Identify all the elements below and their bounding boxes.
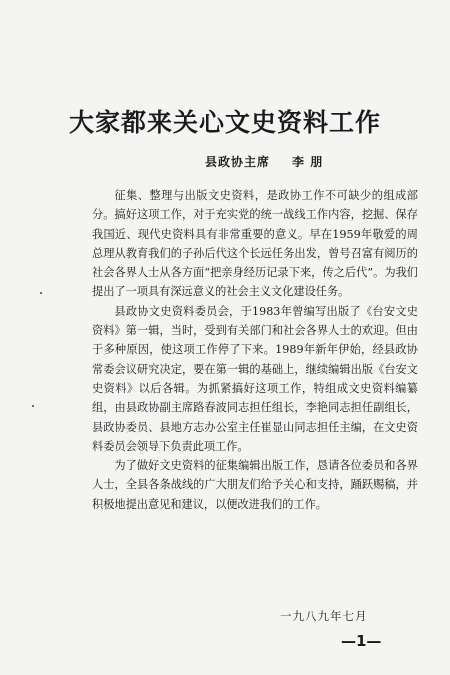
body-text xyxy=(92,186,418,514)
scan-speck xyxy=(32,405,34,407)
scan-speck xyxy=(40,292,42,294)
paragraph: 县政协文史资料委员会，于1983年曾编写出版了《台安文史资料》第一辑，当时，受到有关部门和社会各界人士的欢迎。但由于多种原因，使这项工作停了下来。1989年新年伊始，经县政协常委会议研究决定，要在第一辑的基础上，继续编辑出版《台安文史资料》以后各辑。为抓紧搞好这项工作，特组成文史资料编纂组，由县政协副主席路春波同志担任组长，李艳同志担任副组长，县政协委员、县地方志办公室主任崔显山同志担任主编，在文史资料委员会领导下负责此项工作。 xyxy=(92,304,418,453)
paragraph: 为了做好文史资料的征集编辑出版工作，恳请各位委员和各界人士，全县各条战线的广大朋友们给予关心和支持，踊跃赐稿，并积极地提出意见和建议，以便改进我们的工作。 xyxy=(92,459,418,511)
paragraph: 征集、整理与出版文史资料，是政协工作不可缺少的组成部分。搞好这项工作，对于充实党的统一战线工作内容，挖掘、保存我国近、现代史资料具有非常重要的意义。早在1959年敬爱的周总理从教育我们的子孙后代这个长远任务出发，曾号召富有阅历的社会各界人士从各方面“把亲身经历记录下来，传之后代”。为我们提出了一项具有深远意义的社会主义文化建设任务。 xyxy=(92,189,418,299)
author-line xyxy=(205,153,323,170)
document-date: 一九八九年七月 xyxy=(280,609,368,623)
document-title: 大家都来关心文史资料工作 xyxy=(68,108,381,137)
page-number: —1— xyxy=(341,632,382,650)
author-role: 县政协主席 xyxy=(205,155,271,169)
author-name: 李 朋 xyxy=(292,155,324,169)
